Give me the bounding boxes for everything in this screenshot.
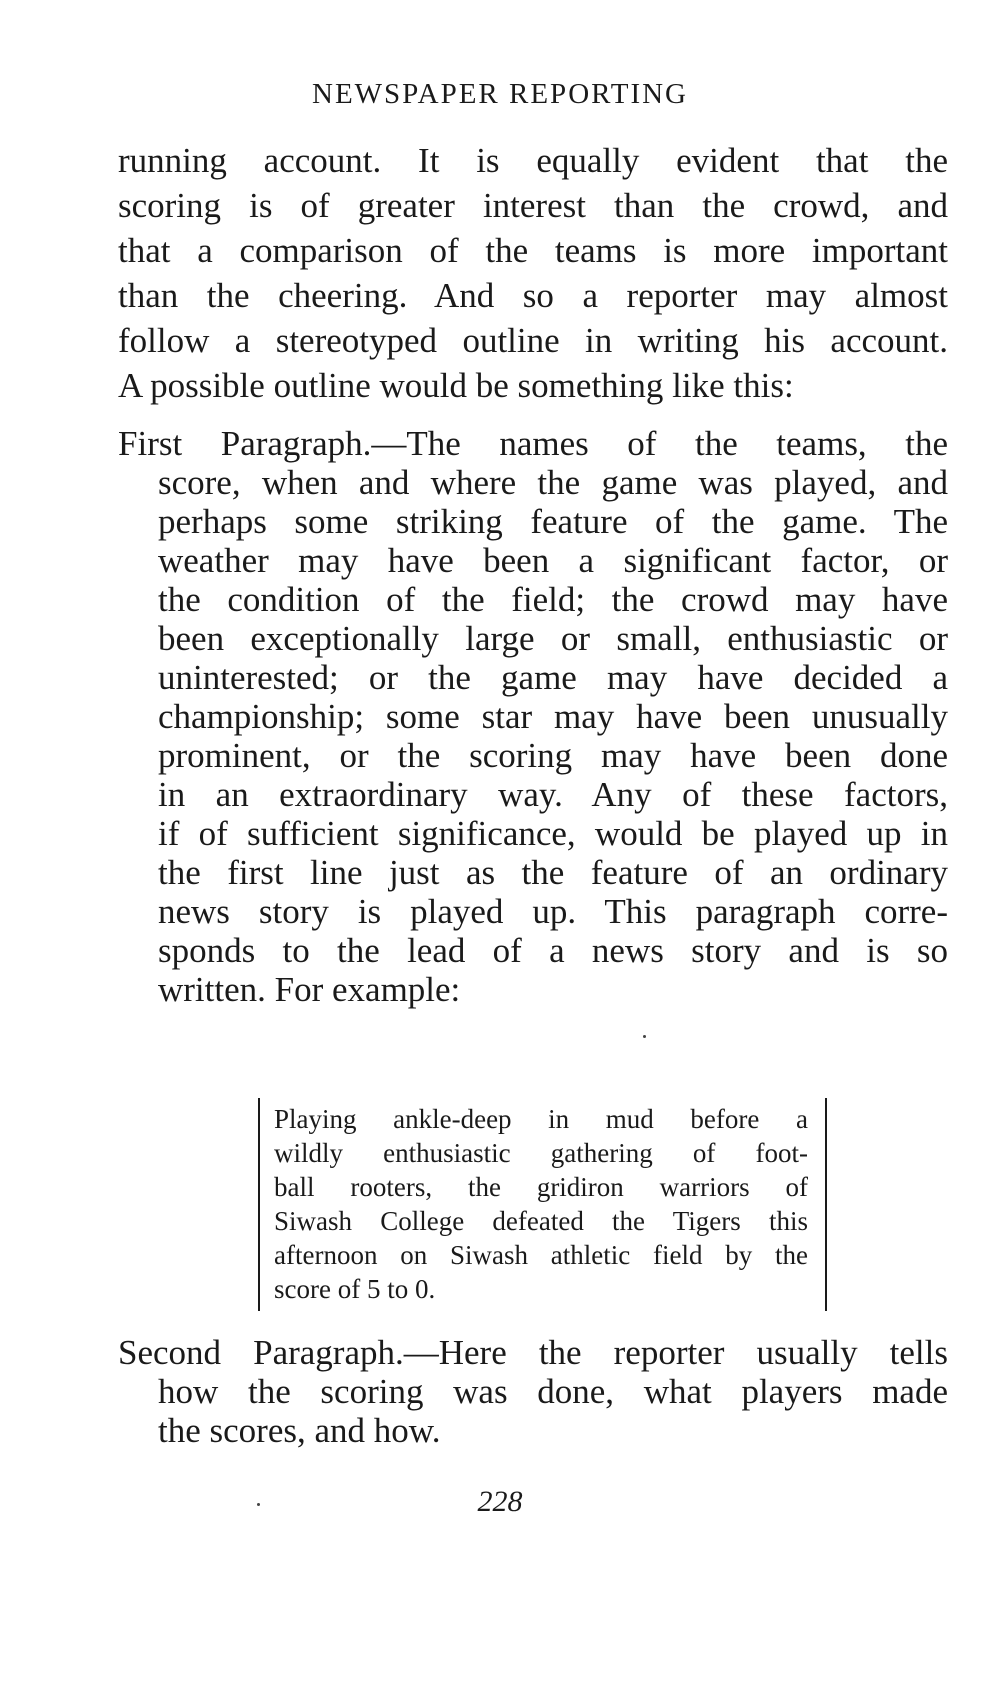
text-line: Second Paragraph.—Here the reporter usually tells <box>118 1333 948 1372</box>
text-line: the scores, and how. <box>158 1411 441 1450</box>
text-line: news story is played up. This paragraph corre- <box>158 892 948 931</box>
text-line: if of sufficient significance, would be played up in <box>158 814 948 853</box>
quote-line: score of 5 to 0. <box>274 1274 436 1304</box>
text-line: been exceptionally large or small, enthusiastic or <box>158 619 948 658</box>
text-line: follow a stereotyped outline in writing his account. <box>118 321 948 360</box>
text-line: scoring is of greater interest than the crowd, and <box>118 186 948 225</box>
page-number: 228 <box>477 1485 523 1518</box>
text-line: score, when and where the game was played, and <box>158 463 948 502</box>
print-speck <box>643 1035 646 1038</box>
text-line: First Paragraph.—The names of the teams, the <box>118 424 948 463</box>
text-line: perhaps some striking feature of the game. The <box>158 502 948 541</box>
quote-line: wildly enthusiastic gathering of foot- <box>274 1138 808 1168</box>
quote-line: ball rooters, the gridiron warriors of <box>274 1172 808 1202</box>
running-head: NEWSPAPER REPORTING <box>312 78 688 110</box>
text-line: uninterested; or the game may have decided a <box>158 658 948 697</box>
text-line: championship; some star may have been unusually <box>158 697 948 736</box>
print-speck <box>257 1503 260 1506</box>
text-line: that a comparison of the teams is more important <box>118 231 948 270</box>
quote-line: Playing ankle-deep in mud before a <box>274 1104 808 1134</box>
text-line: A possible outline would be something like this: <box>118 366 794 405</box>
text-line: the condition of the field; the crowd may have <box>158 580 948 619</box>
quote-line: afternoon on Siwash athletic field by the <box>274 1240 808 1270</box>
quote-line: Siwash College defeated the Tigers this <box>274 1206 808 1236</box>
text-line: written. For example: <box>158 970 461 1009</box>
example-quote-block <box>258 1098 827 1311</box>
text-line: than the cheering. And so a reporter may almost <box>118 276 948 315</box>
text-line: prominent, or the scoring may have been done <box>158 736 948 775</box>
text-line: running account. It is equally evident that the <box>118 141 948 180</box>
text-line: sponds to the lead of a news story and is so <box>158 931 948 970</box>
text-line: in an extraordinary way. Any of these factors, <box>158 775 948 814</box>
text-line: how the scoring was done, what players made <box>158 1372 948 1411</box>
text-line: the first line just as the feature of an ordinary <box>158 853 948 892</box>
text-line: weather may have been a significant factor, or <box>158 541 948 580</box>
